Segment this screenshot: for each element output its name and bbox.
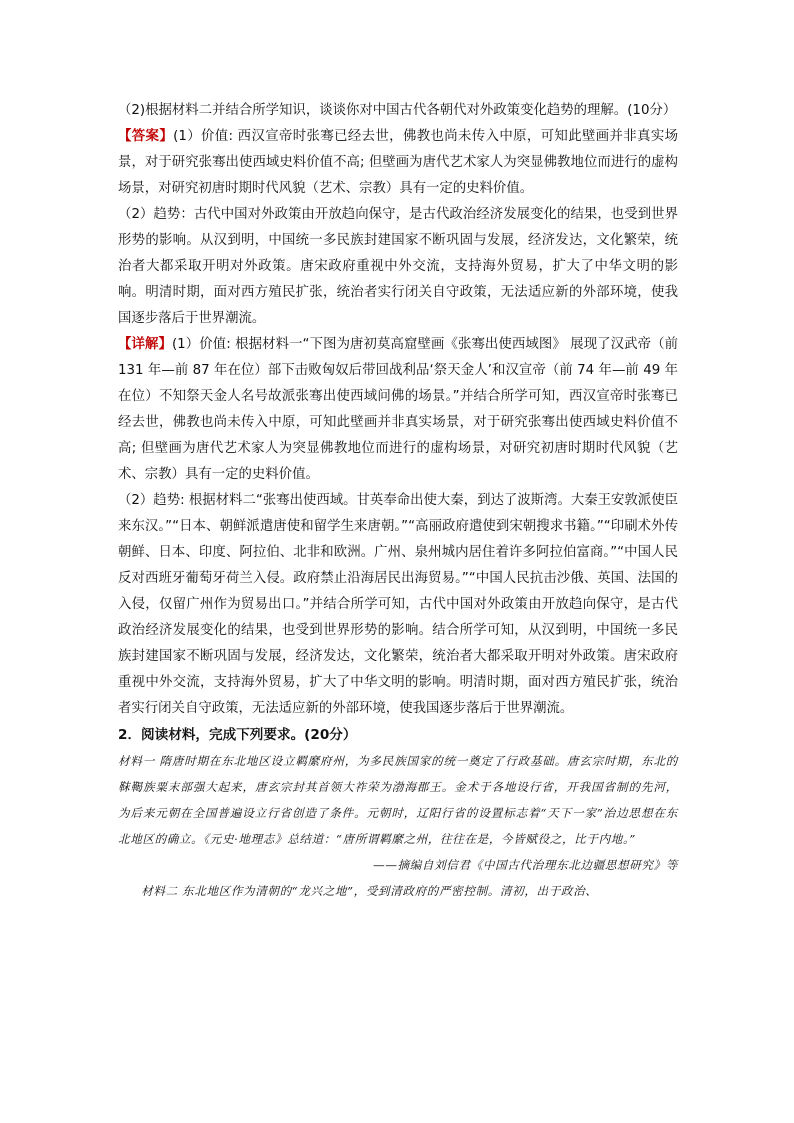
answer-tag: 【答案】 (118, 129, 174, 144)
answer-part-2: （2）趋势：古代中国对外政策由开放趋向保守，是古代政治经济发展变化的结果，也受到世界形势的影响。从汉到明，中国统一多民族封建国家不断巩固与发展，经济发达，文化繁荣，统治者大都采取开明对外政策。唐宋政府重视中外交流，支持海外贸易，扩大了中华文明的影响。明清时期，面对西方殖民扩张，统治者实行闭关自守政策，无法适应新的外部环境，使我国逐步落后于世界潮流。 (118, 207, 678, 326)
document-page (118, 98, 678, 904)
material-1: 材料一 隋唐时期在东北地区设立羁縻府州，为多民族国家的统一奠定了行政基础。唐玄宗时期，东北的靺鞨族粟末部强大起来，唐玄宗封其首领大祚荣为渤海郡王。金术于各地设行省，开我国省制的先河，为后来元朝在全国普遍设立行省创造了条件。元朝时，辽阳行省的设置标志着“天下一家”治边思想在东北地区的确立。《元史·地理志》总结道：“唐所谓羁縻之州，往往在是，今皆赋役之，比于内地。” (118, 754, 678, 846)
question-2-2: （2)根据材料二并结合所学知识，谈谈你对中国古代各朝代对外政策变化趋势的理解。(10分） (118, 103, 677, 118)
answer-part-1 (118, 124, 678, 202)
question-2-title: 2．阅读材料，完成下列要求。(20分） (118, 727, 357, 743)
answer-part-1-text: (1）价值: 西汉宣帝时张骞已经去世，佛教也尚未传入中原，可知此壁画并非真实场景，对于研究张骞出使西域史料价值不高; 但壁画为唐代艺术家人为突显佛教地位而进行的虚构场景，对研究初唐时期时代风貌（艺术、宗教）具有一定的史料价值。 (118, 129, 678, 196)
material-1-source: ——摘编自刘信君《中国古代治理东北边疆思想研究》等 (373, 858, 678, 872)
detail-part-2: （2）趋势: 根据材料二“张骞出使西域。甘英奉命出使大秦，到达了波斯湾。大秦王安敦派使臣来东汉。”“日本、朝鲜派遣唐使和留学生来唐朝。”“高丽政府遣使到宋朝搜求书籍。”“印刷术外传朝鲜、日本、印度、阿拉伯、北非和欧洲。广州、泉州城内居住着许多阿拉伯富商。”“中国人民反对西班牙葡萄牙荷兰入侵。政府禁止沿海居民出海贸易。”“中国人民抗击沙俄、英国、法国的入侵，仅留广州作为贸易出口。”并结合所学可知，古代中国对外政策由开放趋向保守，是古代政治经济发展变化的结果，也受到世界形势的影响。结合所学可知，从汉到明，中国统一多民族封建国家不断巩固与发展，经济发达，文化繁荣，统治者大都采取开明对外政策。唐宋政府重视中外交流，支持海外贸易，扩大了中华文明的影响。明清时期，面对西方殖民扩张，统治者实行闭关自守政策，无法适应新的外部环境，使我国逐步落后于世界潮流。 (118, 493, 678, 716)
detail-tag: 【详解】 (118, 337, 172, 352)
detail-part-1 (118, 332, 678, 488)
detail-part-1-text: (1）价值: 根据材料一“下图为唐初莫高窟壁画《张骞出使西域图》 展现了汉武帝（前 131 年—前 87 年在位）部下击败匈奴后带回战利品‘祭天金人’和汉宣帝（前 74 年—前 49 年在位）不知祭天金人名号故派张骞出使西域问佛的场景。”并结合所学可知，西汉宣帝时张骞已经去世，佛教也尚未传入中原，可知此壁画并非真实场景，对于研究张骞出使西域史料价值不高; 但壁画为唐代艺术家人为突显佛教地位而进行的虚构场景，对研究初唐时期时代风貌（艺术、宗教）具有一定的史料价值。 (118, 337, 679, 482)
material-2: 材料二 东北地区作为清朝的“龙兴之地”，受到清政府的严密控制。清初，出于政治、 (141, 884, 598, 898)
